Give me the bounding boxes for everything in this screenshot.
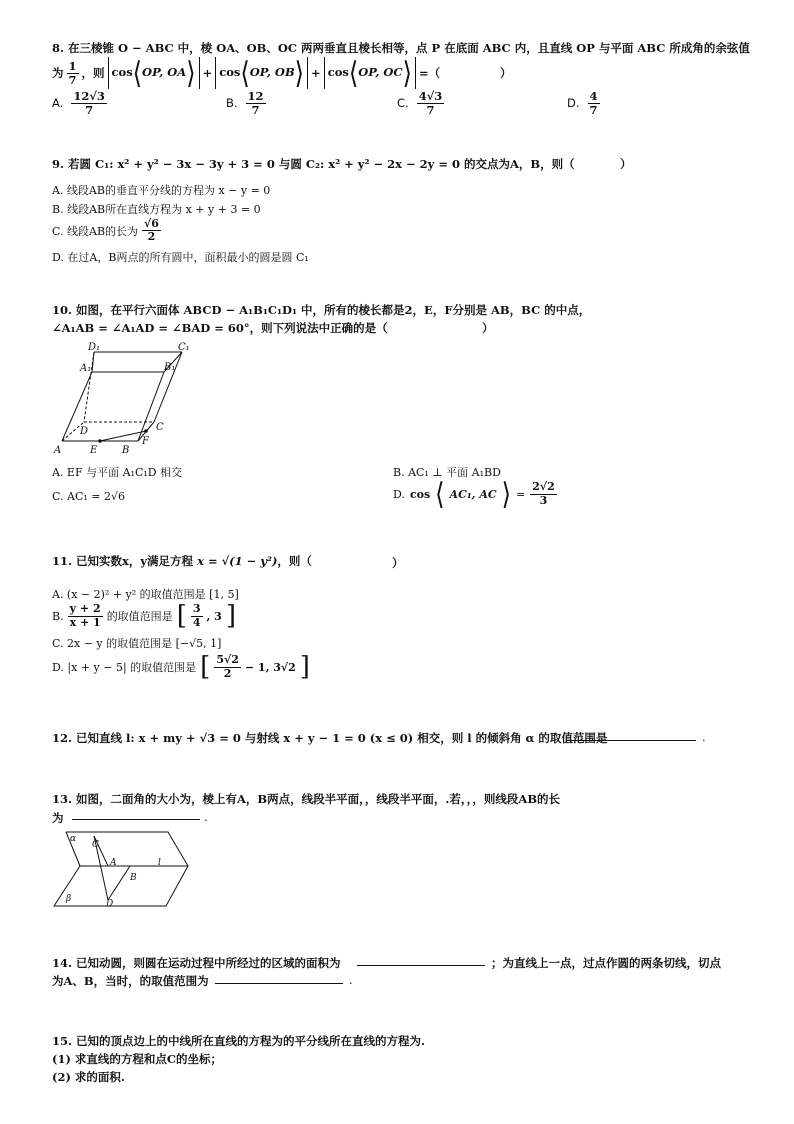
q8-option-c[interactable]: C. $\frac{4√3}{7}$ xyxy=(397,89,443,117)
q8-stem: 8. 在三棱锥 O − ABC 中，棱 OA、OB、OC 两两垂直且棱长相等，点 P 在底面 ABC 内，且直线 OP 与平面 ABC 所成角的余弦值 xyxy=(52,41,750,55)
q13-dihedral-figure xyxy=(52,828,192,910)
q8-close: ） xyxy=(500,66,512,80)
label-c: C xyxy=(92,840,99,850)
q10-option-a[interactable]: A. EF 与平面 A₁C₁D 相交 xyxy=(52,466,183,479)
label-a1: A₁ xyxy=(80,363,92,374)
label-alpha: α xyxy=(70,834,77,844)
q10-option-b[interactable]: B. AC₁ ⊥ 平面 A₁BD xyxy=(393,466,501,479)
q14-stem-line1b: ；为直线上一点，过点作圆的两条切线，切点 xyxy=(491,956,721,970)
q9-option-a[interactable]: A. 线段AB的垂直平分线的方程为 x − y = 0 xyxy=(52,184,271,197)
segment-db xyxy=(108,866,130,900)
q14-stem-line1: 14. 已知动圆，则圆在运动过程中所经过的区域的面积为 xyxy=(52,956,341,970)
q8-option-d[interactable]: D. $\frac{4}{7}$ xyxy=(567,89,598,117)
label-f: F xyxy=(142,436,149,447)
q15-part-1: (1) 求直线的方程和点C的坐标； xyxy=(52,1052,223,1066)
q11-option-b[interactable]: B. $\frac{y + 2}{x + 1}$ 的取值范围是 [ $\frac{3}{4}$ , 3 ] xyxy=(52,601,236,631)
label-a: A xyxy=(54,445,62,456)
q12-answer-blank[interactable] xyxy=(566,728,696,741)
q8-stem2-mid: ，则 xyxy=(81,66,105,80)
q14-answer-blank-1[interactable] xyxy=(357,953,485,966)
q10-parallelepiped-figure xyxy=(52,338,227,458)
q8-abs-cos-1: cos⟨OP, OA⟩ xyxy=(108,57,200,89)
q15-stem: 15. 已知的顶点边上的中线所在直线的方程为的平分线所在直线的方程为. xyxy=(52,1034,426,1048)
label-beta: β xyxy=(66,894,72,904)
q8-option-a[interactable]: A. $\frac{12√3}{7}$ xyxy=(52,89,105,117)
q9-option-d[interactable]: D. 在过A，B两点的所有圆中，面积最小的圆是圆 C₁ xyxy=(52,251,309,264)
q14-stem-line2: 为A、B，当时，的取值范围为 xyxy=(52,974,209,988)
q9-close: ） xyxy=(620,157,632,171)
q10-option-c[interactable]: C. AC₁ = 2√6 xyxy=(52,490,126,503)
label-c: C xyxy=(156,422,164,433)
q8-abs-cos-3: cos⟨OP, OC⟩ xyxy=(324,57,416,89)
label-a: A xyxy=(110,858,117,868)
q8-fraction: $\frac{1}{7}$ xyxy=(68,58,77,87)
label-b: B xyxy=(130,873,137,883)
q8-equals: =（ xyxy=(418,66,441,80)
label-l: l xyxy=(158,858,161,868)
label-e: E xyxy=(90,445,98,456)
q11-option-d[interactable]: D. |x + y − 5| 的取值范围是 [ $\frac{5√2}{2}$ − 1, 3√2 ] xyxy=(52,652,310,682)
q11-option-c[interactable]: C. 2x − y 的取值范围是 [−√5, 1] xyxy=(52,637,222,650)
q9-stem: 9. 若圆 C₁: x² + y² − 3x − 3y + 3 = 0 与圆 C₂: x² + y² − 2x − 2y = 0 的交点为A，B，则（ xyxy=(52,157,575,171)
q8-stem-line2: 为 $\frac{1}{7}$ ，则 cos⟨OP, OA⟩ + cos⟨OP, OB⟩ + cos⟨OP, OC⟩ =（ xyxy=(52,55,441,91)
q8-stem2-pre: 为 xyxy=(52,66,64,80)
q8-abs-cos-2: cos⟨OP, OB⟩ xyxy=(215,57,308,89)
q10-stem-line1: 10. 如图，在平行六面体 ABCD − A₁B₁C₁D₁ 中，所有的棱长都是2，E，F分别是 AB，BC 的中点， xyxy=(52,303,591,317)
q9-option-c[interactable]: C. 线段AB的长为 $\frac{√6}{2}$ xyxy=(52,217,159,244)
q10-stem-line2: ∠A₁AB = ∠A₁AD = ∠BAD = 60°，则下列说法中正确的是（ xyxy=(52,321,388,335)
q15-part-2: (2) 求的面积. xyxy=(52,1070,125,1084)
label-d1: D₁ xyxy=(88,342,101,353)
label-d: D xyxy=(80,426,89,437)
q13-stem: 13. 如图，二面角的大小为，棱上有A，B两点，线段半平面，，线段半平面，.若，，，则线段AB的长 xyxy=(52,792,561,806)
label-c1: C₁ xyxy=(178,342,190,353)
q12-end: . xyxy=(702,730,706,744)
q8-option-b[interactable]: B. $\frac{12}{7}$ xyxy=(226,89,264,117)
q12-stem: 12. 已知直线 l: x + my + √3 = 0 与射线 x + y − 1 = 0 (x ≤ 0) 相交，则 l 的倾斜角 α 的取值范围是 xyxy=(52,731,608,745)
label-b: B xyxy=(122,445,130,456)
q13-stem2: 为 xyxy=(52,811,64,825)
q11-close: ） xyxy=(392,556,404,570)
q11-option-a[interactable]: A. (x − 2)² + y² 的取值范围是 [1, 5] xyxy=(52,588,239,601)
q14-end: . xyxy=(349,973,353,987)
label-b1: B₁ xyxy=(164,362,176,373)
q10-close: ） xyxy=(482,321,494,335)
point-e xyxy=(98,439,102,443)
q11-stem: 11. 已知实数x，y满足方程 x = √(1 − y²)，则（ xyxy=(52,554,312,568)
q13-answer-blank[interactable] xyxy=(72,806,200,820)
q9-option-b[interactable]: B. 线段AB所在直线方程为 x + y + 3 = 0 xyxy=(52,203,261,216)
q14-answer-blank-2[interactable] xyxy=(215,971,343,984)
q13-end: . xyxy=(204,810,208,824)
point-f xyxy=(144,429,148,433)
q10-option-d[interactable]: D. cos ⟨ AC₁, AC ⟩ = $\frac{2√2}{3}$ xyxy=(393,476,555,512)
label-d: D xyxy=(106,899,114,909)
